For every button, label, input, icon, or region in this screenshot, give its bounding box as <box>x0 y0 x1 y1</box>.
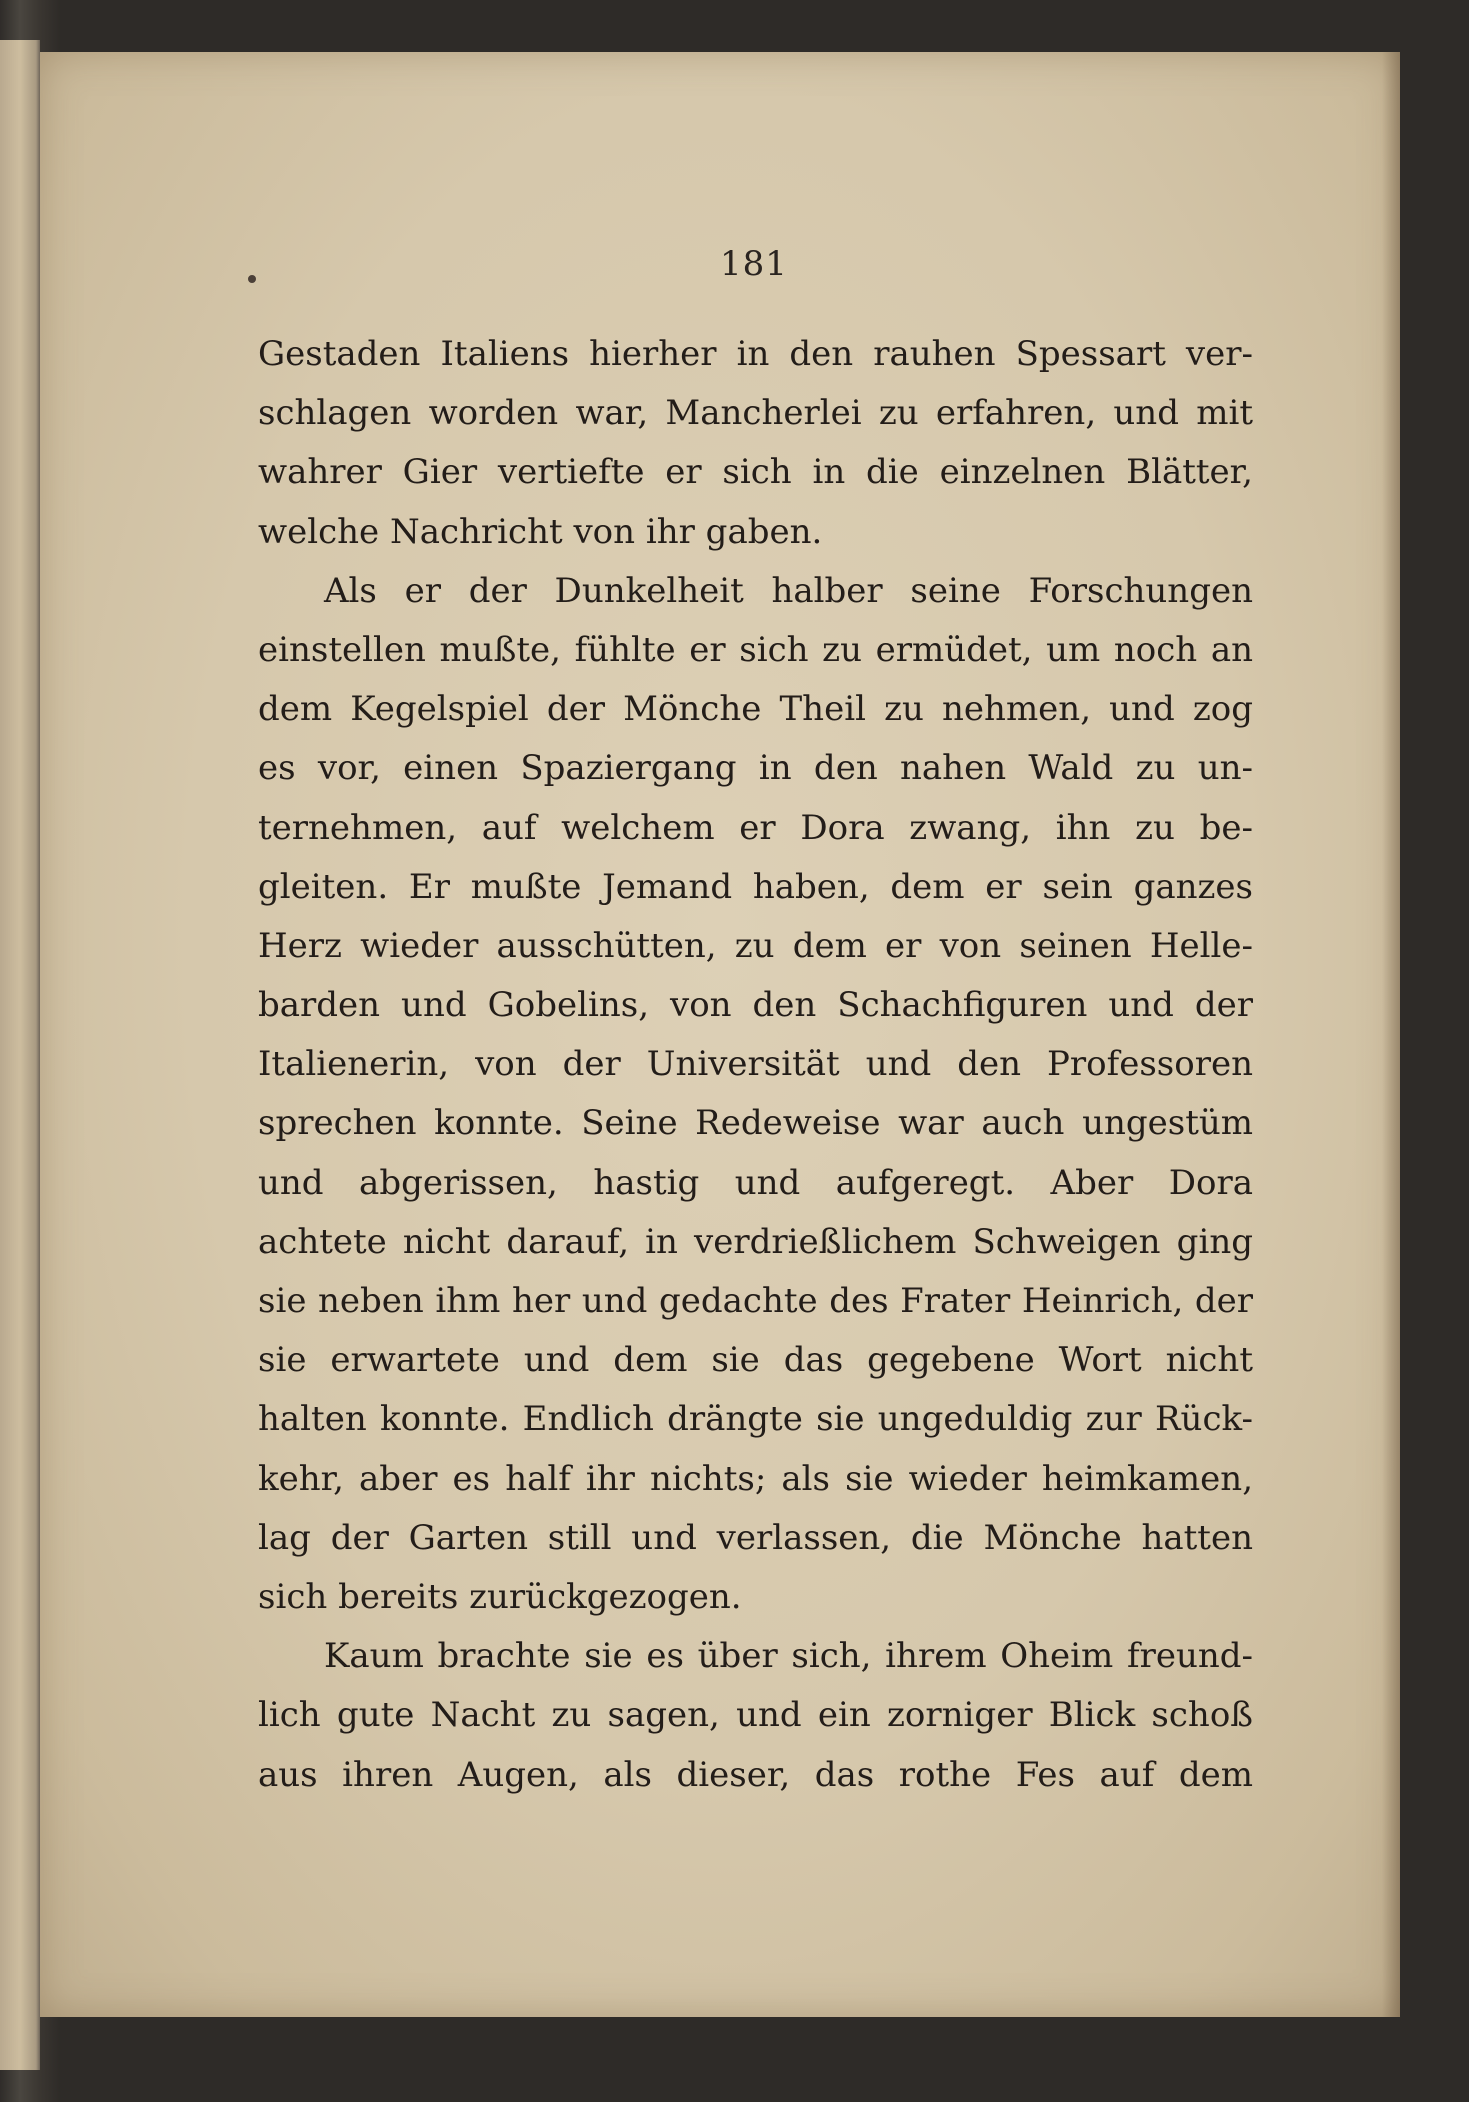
text-line: Herz wieder ausschütten, zu dem er von seinen Helle- <box>258 925 1253 966</box>
text-line: sie neben ihm her und gedachte des Frater Heinrich, der <box>258 1281 1253 1321</box>
text-line: aus ihren Augen, als dieser, das rothe Fes auf dem <box>258 1754 1253 1795</box>
text-line: sprechen konnte. Seine Redeweise war auch ungestüm <box>258 1103 1253 1144</box>
text-line: kehr, aber es half ihr nichts; als sie wieder heimkamen, <box>258 1458 1253 1499</box>
text-line: Als er der Dunkelheit halber seine Forschungen <box>324 570 1253 611</box>
text-line: barden und Gobelins, von den Schachfiguren und der <box>258 985 1253 1026</box>
text-line: gleiten. Er mußte Jemand haben, dem er sein ganzes <box>258 866 1253 907</box>
page-number: 181 <box>720 244 788 284</box>
text-line: einstellen mußte, fühlte er sich zu ermüdet, um noch an <box>258 629 1253 670</box>
text-line: achtete nicht darauf, in verdrießlichem Schweigen ging <box>258 1221 1253 1262</box>
text-line: lag der Garten still und verlassen, die Mönche hatten <box>258 1517 1253 1558</box>
text-line: dem Kegelspiel der Mönche Theil zu nehmen, und zog <box>258 689 1253 730</box>
page-text <box>258 325 1253 1805</box>
text-line: es vor, einen Spaziergang in den nahen Wald zu un- <box>258 748 1253 789</box>
text-line: sie erwartete und dem sie das gegebene Wort nicht <box>258 1340 1253 1381</box>
text-line: halten konnte. Endlich drängte sie ungeduldig zur Rück- <box>258 1399 1253 1440</box>
text-line: Gestaden Italiens hierher in den rauhen Spessart ver- <box>258 334 1253 374</box>
text-line: welche Nachricht von ihr gaben. <box>258 511 823 552</box>
text-line: ternehmen, auf welchem er Dora zwang, ihn zu be- <box>258 807 1253 848</box>
previous-page-edge <box>0 40 40 2070</box>
text-line: wahrer Gier vertiefte er sich in die einzelnen Blätter, <box>258 452 1253 493</box>
text-line: lich gute Nacht zu sagen, und ein zorniger Blick schoß <box>258 1695 1253 1736</box>
text-line: schlagen worden war, Mancherlei zu erfahren, und mit <box>258 393 1253 434</box>
ink-speck <box>248 275 256 283</box>
text-line: sich bereits zurückgezogen. <box>258 1576 742 1617</box>
text-line: Kaum brachte sie es über sich, ihrem Oheim freund- <box>324 1636 1253 1677</box>
text-line: Italienerin, von der Universität und den Professoren <box>258 1044 1253 1085</box>
text-line: und abgerissen, hastig und aufgeregt. Aber Dora <box>258 1162 1253 1203</box>
